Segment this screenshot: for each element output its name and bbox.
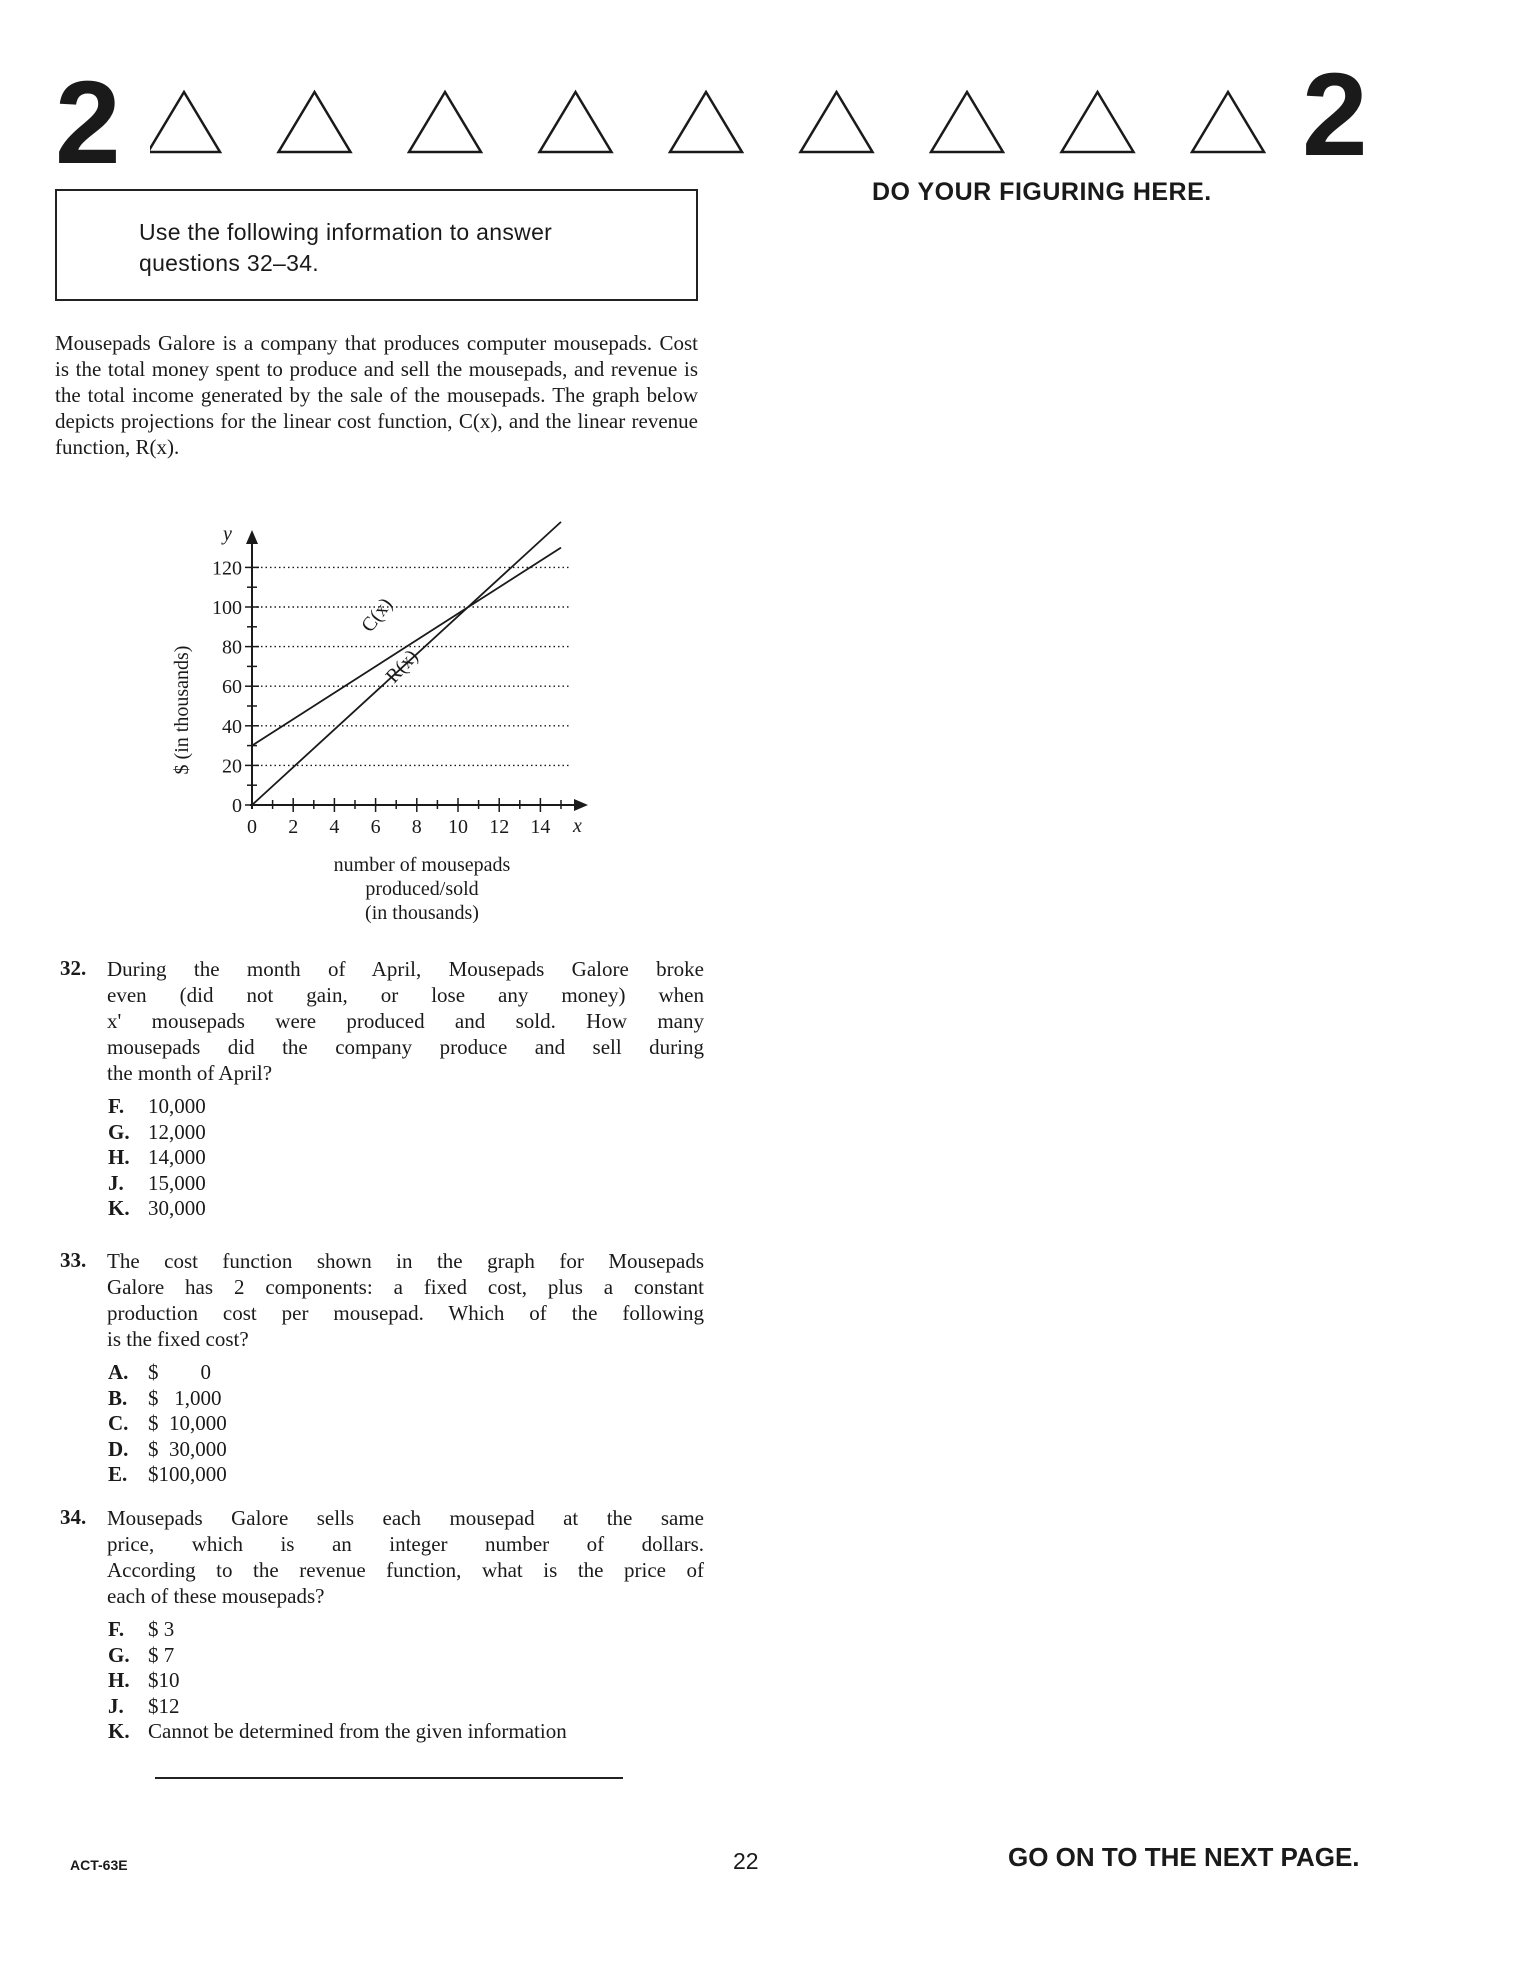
answer-option-text: $ 7 <box>148 1642 175 1667</box>
y-tick-label: 100 <box>212 597 242 619</box>
section-number-left: 2 <box>55 57 121 189</box>
answer-option-text: 15,000 <box>148 1170 206 1195</box>
answer-option[interactable] <box>108 1668 180 1694</box>
answer-option-letter: K. <box>108 1196 130 1220</box>
question-text-line: price, which is an integer number of dollars. <box>107 1532 704 1556</box>
x-tick-label: 12 <box>489 816 510 838</box>
y-tick-label: 40 <box>222 715 242 738</box>
footer-code: ACT-63E <box>70 1857 128 1873</box>
question-text-line: The cost function shown in the graph for Mousepads <box>107 1249 704 1273</box>
triangle-mark <box>1062 92 1134 152</box>
y-tick-label: 120 <box>212 557 242 580</box>
x-axis-label-line2: produced/sold <box>365 878 479 900</box>
triangle-mark <box>409 92 481 152</box>
answer-option-letter: J. <box>108 1170 124 1195</box>
x-tick-label: 6 <box>370 816 381 838</box>
answer-option-letter: J. <box>108 1693 124 1718</box>
answer-option-text: 12,000 <box>148 1119 206 1144</box>
question-text-line: production cost per mousepad. Which of the following <box>107 1301 704 1325</box>
info-box-text: Use the following information to answer questions 32–34. <box>139 219 553 276</box>
answer-option[interactable] <box>108 1196 206 1222</box>
series-label: R(x) <box>381 645 423 688</box>
answer-option[interactable] <box>108 1462 227 1488</box>
answer-option[interactable] <box>108 1094 206 1120</box>
triangle-mark <box>801 92 873 152</box>
answer-option[interactable] <box>108 1719 567 1745</box>
question-text-line: the month of April? <box>107 1061 273 1085</box>
intro-paragraph: Mousepads Galore is a company that produces computer mousepads. Cost is the total money spent to produce and sell the mousepads, and revenue is the total income generated by the sale of the mousepads. The graph below depicts projections for the linear cost function, C(x), and the linear revenue function, R(x). <box>55 331 698 459</box>
answer-option-text: $ 0 <box>148 1360 211 1384</box>
x-tick-label: 8 <box>411 816 422 838</box>
answer-option-letter: B. <box>108 1385 128 1410</box>
answer-option-text: $ 3 <box>148 1617 175 1641</box>
triangle-mark <box>279 92 351 152</box>
end-rule <box>155 1777 623 1779</box>
triangle-mark <box>1192 92 1264 152</box>
answer-option[interactable] <box>108 1437 227 1463</box>
series-label: C(x) <box>357 593 397 637</box>
question-text-line: Galore has 2 components: a fixed cost, plus a constant <box>107 1275 704 1299</box>
x-tick-label: 4 <box>329 816 340 838</box>
answer-option-text: 14,000 <box>148 1145 206 1169</box>
info-box <box>55 189 698 301</box>
y-tick-label: 60 <box>222 676 242 699</box>
cost-revenue-chart <box>160 520 600 930</box>
question-number: 34. <box>60 1505 87 1529</box>
answer-option-text: Cannot be determined from the given information <box>148 1719 567 1743</box>
question-number: 32. <box>60 956 87 980</box>
triangle-mark <box>540 92 612 152</box>
answer-option-letter: H. <box>108 1668 130 1692</box>
answer-option-letter: G. <box>108 1642 130 1667</box>
question-text-line: x' mousepads were produced and sold. How many <box>107 1009 704 1033</box>
y-axis-symbol: y <box>223 523 232 545</box>
answer-option-text: $ 30,000 <box>148 1436 227 1461</box>
answer-option[interactable] <box>108 1643 174 1669</box>
answer-option-letter: G. <box>108 1119 130 1144</box>
y-tick-label: 80 <box>222 636 242 659</box>
y-tick-label: 0 <box>232 795 242 817</box>
answer-option[interactable] <box>108 1145 206 1171</box>
answer-option-text: $10 <box>148 1668 180 1692</box>
question-text-line: each of these mousepads? <box>107 1584 325 1608</box>
triangle-mark <box>931 92 1003 152</box>
x-tick-label: 2 <box>288 816 299 838</box>
question-number: 33. <box>60 1248 87 1272</box>
answer-option[interactable] <box>108 1171 206 1197</box>
answer-option-letter: F. <box>108 1617 125 1641</box>
answer-option-letter: F. <box>108 1094 125 1118</box>
answer-option-text: $12 <box>148 1693 180 1718</box>
x-axis-symbol: x <box>573 815 582 837</box>
x-axis-label-line3: (in thousands) <box>365 902 479 924</box>
triangle-row <box>150 88 1330 158</box>
answer-option-letter: A. <box>108 1360 129 1384</box>
y-axis-label: $ (in thousands) <box>171 645 193 775</box>
answer-option[interactable] <box>108 1694 180 1720</box>
y-tick-label: 20 <box>222 755 242 778</box>
x-axis-arrow <box>574 799 588 811</box>
y-axis-arrow <box>246 530 258 544</box>
x-axis-label-line1: number of mousepads <box>333 854 511 876</box>
answer-option[interactable] <box>108 1120 206 1146</box>
question-text-line: During the month of April, Mousepads Galore broke <box>107 957 704 981</box>
triangle-mark <box>670 92 742 152</box>
answer-option-letter: H. <box>108 1145 130 1169</box>
answer-option-text: 10,000 <box>148 1094 206 1118</box>
answer-option-text: $100,000 <box>148 1462 227 1486</box>
answer-option-text: $ 10,000 <box>148 1411 227 1435</box>
x-tick-label: 10 <box>448 816 468 838</box>
question-text-line: is the fixed cost? <box>107 1327 249 1351</box>
answer-option[interactable] <box>108 1617 174 1643</box>
section-number-right: 2 <box>1302 49 1368 181</box>
answer-option-letter: E. <box>108 1462 128 1486</box>
answer-option[interactable] <box>108 1360 211 1386</box>
page-number: 22 <box>733 1848 759 1874</box>
question-text-line: Mousepads Galore sells each mousepad at the same <box>107 1506 704 1530</box>
x-tick-label: 14 <box>530 816 551 838</box>
x-tick-label: 0 <box>247 816 257 838</box>
answer-option-text: $ 1,000 <box>148 1385 222 1410</box>
answer-option-text: 30,000 <box>148 1196 206 1220</box>
answer-option-letter: C. <box>108 1411 129 1435</box>
next-page-label: GO ON TO THE NEXT PAGE. <box>1008 1842 1360 1872</box>
question-text-line: mousepads did the company produce and sell during <box>107 1035 704 1059</box>
figuring-label: DO YOUR FIGURING HERE. <box>872 178 1212 206</box>
answer-option[interactable] <box>108 1386 222 1412</box>
triangle-mark <box>150 92 220 152</box>
answer-option-letter: D. <box>108 1436 129 1461</box>
question-text-line: According to the revenue function, what is the price of <box>107 1558 704 1582</box>
question-text-line: even (did not gain, or lose any money) when <box>107 983 704 1007</box>
answer-option[interactable] <box>108 1411 227 1437</box>
answer-option-letter: K. <box>108 1719 130 1743</box>
